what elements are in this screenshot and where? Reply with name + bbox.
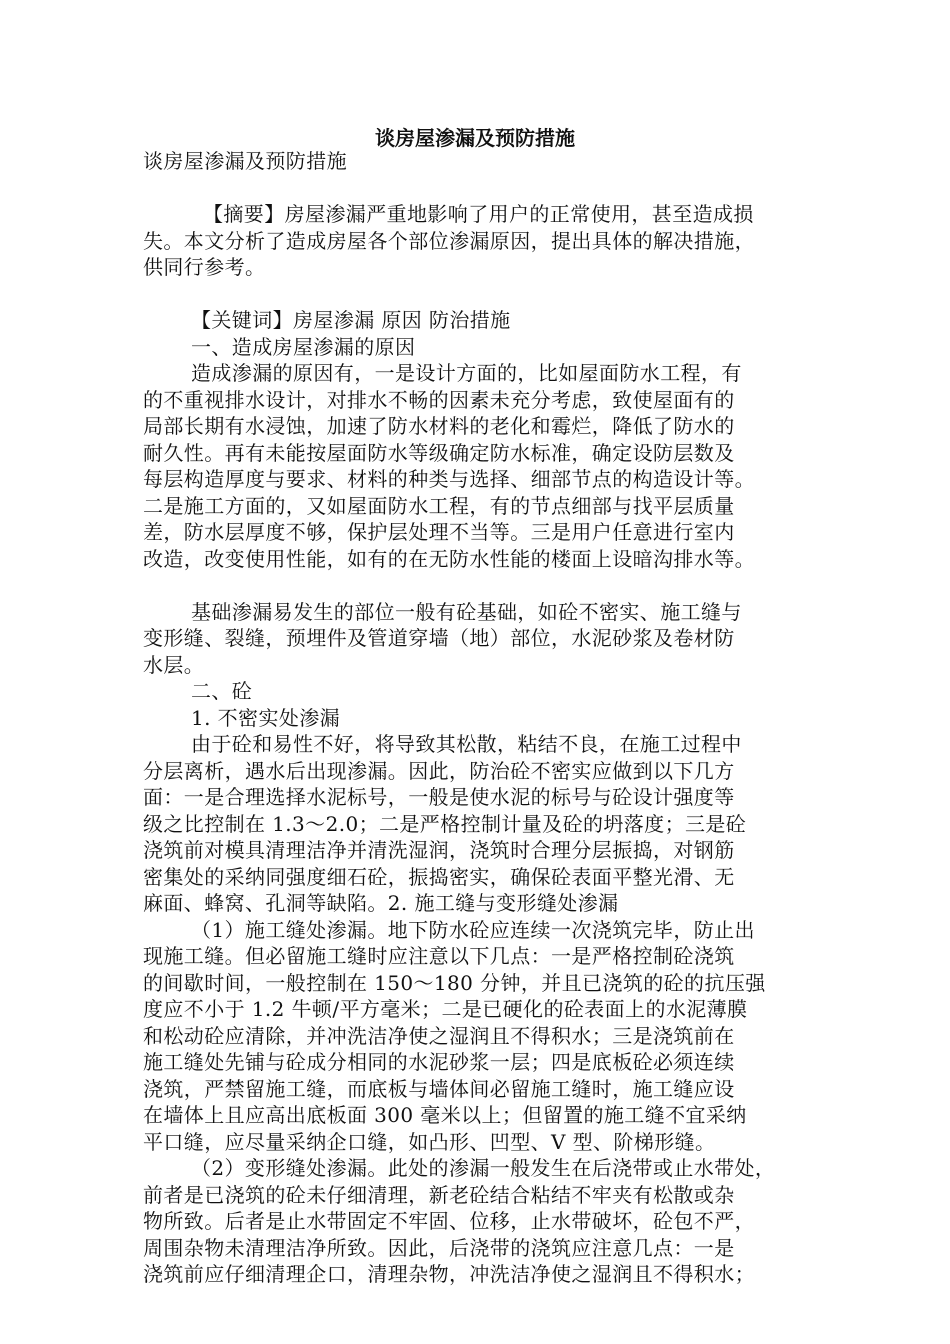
paragraph-line: 麻面、蜂窝、孔洞等缺陷。2. 施工缝与变形缝处渗漏 (143, 891, 619, 915)
subtitle: 谈房屋渗漏及预防措施 (143, 149, 347, 173)
paragraph-line: 周围杂物未清理洁净所致。因此，后浇带的浇筑应注意几点：一是 (143, 1235, 735, 1260)
paragraph-line: 每层构造厚度与要求、材料的种类与选择、细部节点的构造设计等。 (143, 467, 755, 491)
paragraph-line: 浇筑前对模具清理洁净并清洗湿润，浇筑时合理分层振捣，对钢筋 (143, 838, 735, 862)
paragraph-line: 基础渗漏易发生的部位一般有砼基础，如砼不密实、施工缝与 (191, 599, 742, 624)
paragraph-line: 物所致。后者是止水带固定不牢固、位移，止水带破坏，砼包不严， (143, 1209, 755, 1233)
blank-line (143, 572, 815, 599)
section-heading-1: 一、造成房屋渗漏的原因 (191, 334, 416, 359)
document-title: 谈房屋渗漏及预防措施 (375, 126, 575, 150)
paragraph-line: 浇筑，严禁留施工缝，而底板与墙体间必留施工缝时，施工缝应设 (143, 1076, 735, 1101)
paragraph-line: 现施工缝。但必留施工缝时应注意以下几点：一是严格控制砼浇筑 (143, 944, 735, 968)
paragraph-line: 前者是已浇筑的砼未仔细清理，新老砼结合粘结不牢夹有松散或杂 (143, 1182, 735, 1207)
paragraph-line: 浇筑前应仔细清理企口，清理杂物，冲洗洁净使之湿润且不得积水； (143, 1262, 755, 1286)
paragraph-line: 分层离析，遇水后出现渗漏。因此，防治砼不密实应做到以下几方 (143, 758, 735, 783)
paragraph-line: 的不重视排水设计，对排水不畅的因素未充分考虑，致使屋面有的 (143, 387, 735, 412)
document-body (143, 148, 815, 1288)
section-heading-2: 二、砼 (191, 679, 253, 703)
paragraph-construction-joint (143, 917, 815, 1156)
paragraph-concrete (143, 731, 815, 917)
paragraph-line: 平口缝，应尽量采纳企口缝，如凸形、凹型、V 型、阶梯形缝。 (143, 1129, 716, 1154)
paragraph-line: 变形缝、裂缝，预埋件及管道穿墙（地）部位，水泥砂浆及卷材防 (143, 626, 735, 650)
paragraph-line: 局部长期有水浸蚀，加速了防水材料的老化和霉烂，降低了防水的 (143, 414, 735, 438)
abstract-line: 供同行参考。 (143, 255, 266, 279)
paragraph-line: 耐久性。再有未能按屋面防水等级确定防水标准，确定设防层数及 (143, 440, 735, 465)
paragraph-line: 度应不小于 1.2 牛顿/平方毫米；二是已硬化的砼表面上的水泥薄膜 (143, 997, 748, 1021)
paragraph-line: 面：一是合理选择水泥标号，一般是使水泥的标号与砼设计强度等 (143, 785, 735, 809)
abstract-line: 失。本文分析了造成房屋各个部位渗漏原因，提出具体的解决措施， (143, 228, 755, 253)
abstract-paragraph (143, 201, 815, 281)
paragraph-line: 二是施工方面的，又如屋面防水工程，有的节点细部与找平层质量 (143, 493, 735, 518)
blank-line (143, 281, 815, 308)
paragraph-line: （2）变形缝处渗漏。此处的渗漏一般发生在后浇带或止水带处， (191, 1156, 776, 1180)
paragraph-line: 和松动砼应清除，并冲洗洁净使之湿润且不得积水；三是浇筑前在 (143, 1023, 735, 1048)
keywords-line: 【关键词】房屋渗漏 原因 防治措施 (191, 308, 511, 332)
paragraph-line: 级之比控制在 1.3～2.0；二是严格控制计量及砼的坍落度；三是砼 (143, 811, 747, 836)
subsection-heading: 1. 不密实处渗漏 (191, 705, 341, 730)
paragraph-line: 造成渗漏的原因有，一是设计方面的，比如屋面防水工程，有 (191, 361, 742, 385)
paragraph-causes (143, 360, 815, 572)
paragraph-line: 施工缝处先铺与砼成分相同的水泥砂浆一层；四是底板砼必须连续 (143, 1050, 735, 1074)
blank-line (143, 175, 815, 202)
paragraph-line: 水层。 (143, 652, 205, 677)
paragraph-line: 密集处的采纳同强度细石砼，振捣密实，确保砼表面平整光滑、无 (143, 864, 735, 889)
paragraph-line: 由于砼和易性不好，将导致其松散，粘结不良，在施工过程中 (191, 732, 742, 756)
abstract-line: 【摘要】房屋渗漏严重地影响了用户的正常使用，甚至造成损 (203, 202, 754, 226)
paragraph-line: 改造，改变使用性能，如有的在无防水性能的楼面上设暗沟排水等。 (143, 546, 755, 571)
paragraph-line: 在墙体上且应高出底板面 300 毫米以上；但留置的施工缝不宜采纳 (143, 1103, 747, 1127)
paragraph-line: （1）施工缝处渗漏。地下防水砼应连续一次浇筑完毕，防止出 (191, 917, 755, 942)
paragraph-foundation (143, 599, 815, 679)
paragraph-line: 差，防水层厚度不够，保护层处理不当等。三是用户任意进行室内 (143, 520, 735, 544)
paragraph-line: 的间歇时间，一般控制在 150～180 分钟，并且已浇筑的砼的抗压强 (143, 970, 766, 995)
paragraph-deformation-joint (143, 1155, 815, 1288)
